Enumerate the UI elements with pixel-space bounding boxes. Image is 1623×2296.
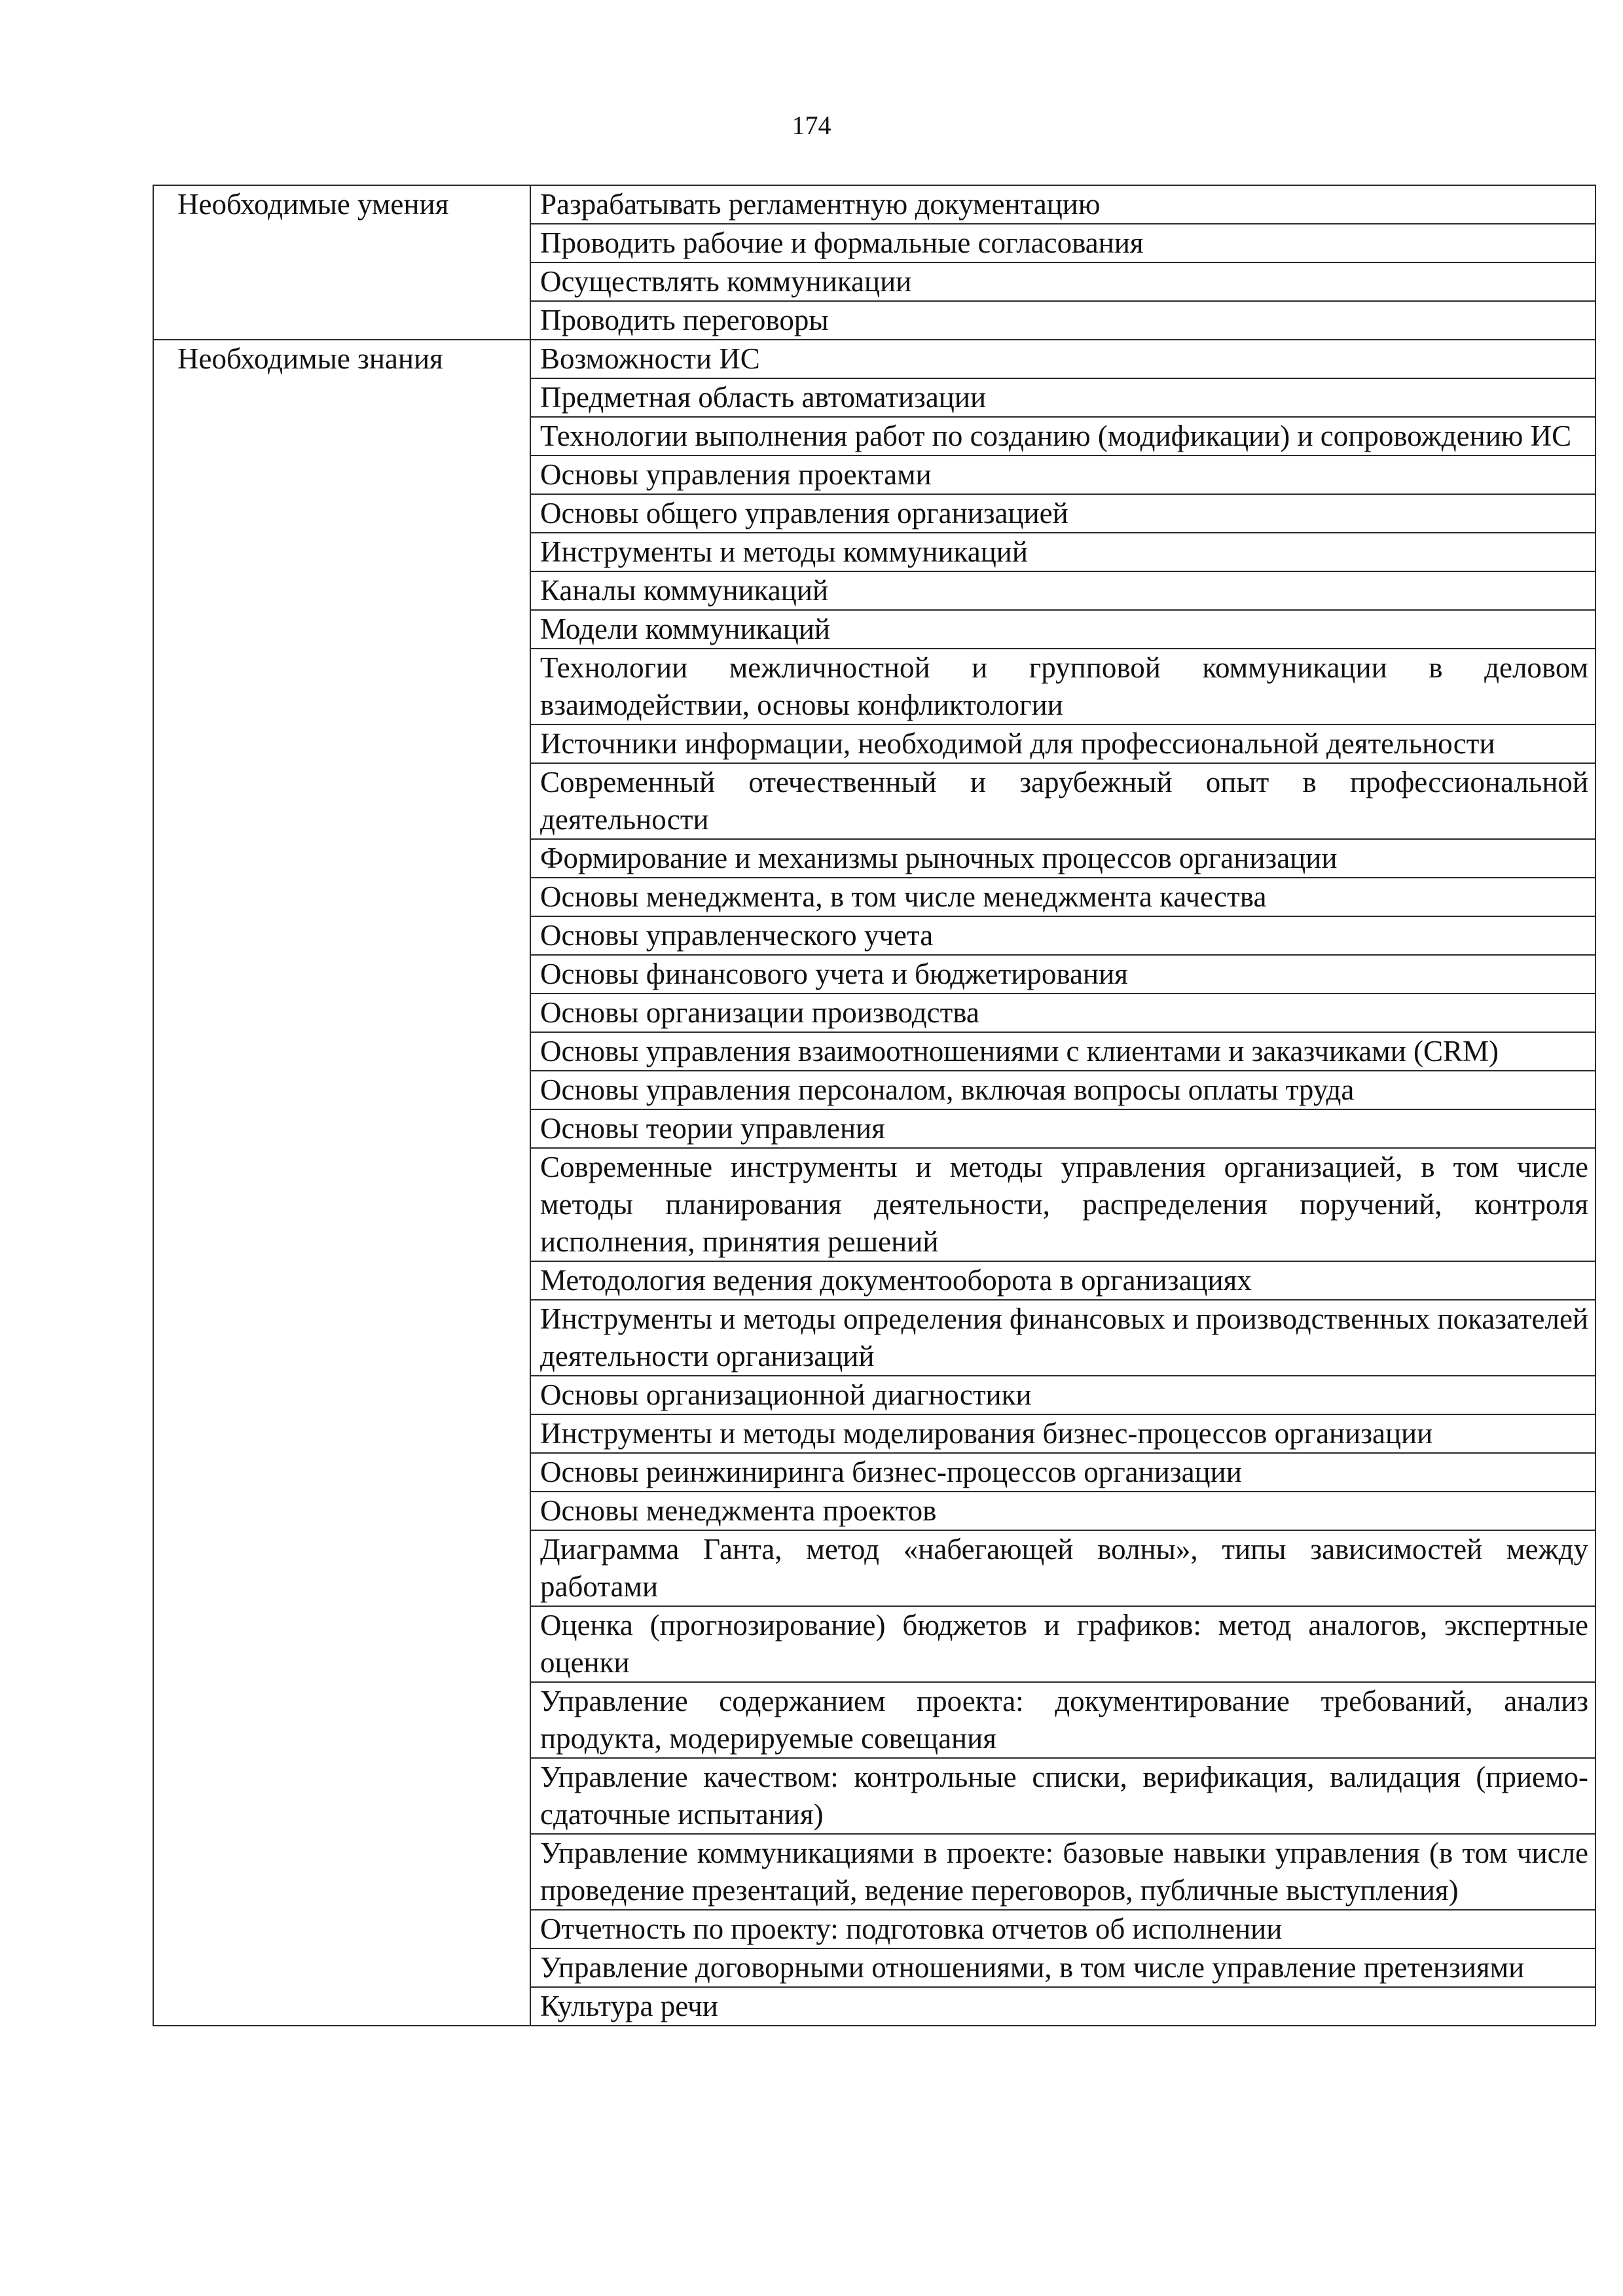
item-cell: Основы управленческого учета (530, 916, 1596, 955)
item-cell: Проводить переговоры (530, 301, 1596, 340)
item-cell: Технологии межличностной и групповой коммуникации в деловом взаимодействии, основы конфликтологии (530, 649, 1596, 725)
item-cell: Предметная область автоматизации (530, 378, 1596, 417)
item-cell: Культура речи (530, 1987, 1596, 2026)
item-cell: Каналы коммуникаций (530, 571, 1596, 610)
item-cell: Основы управления проектами (530, 456, 1596, 494)
item-cell: Диаграмма Ганта, метод «набегающей волны», типы зависимостей между работами (530, 1530, 1596, 1606)
item-cell: Управление коммуникациями в проекте: базовые навыки управления (в том числе проведение презентаций, ведение переговоров, публичные выступления) (530, 1834, 1596, 1910)
item-cell: Отчетность по проекту: подготовка отчетов об исполнении (530, 1910, 1596, 1948)
item-cell: Современный отечественный и зарубежный опыт в профессиональной деятельности (530, 763, 1596, 839)
item-cell: Современные инструменты и методы управления организацией, в том числе методы планирования деятельности, распределения поручений, контроля исполнения, принятия решений (530, 1148, 1596, 1261)
item-cell: Инструменты и методы моделирования бизнес-процессов организации (530, 1414, 1596, 1453)
item-cell: Инструменты и методы определения финансовых и производственных показателей деятельности организаций (530, 1300, 1596, 1376)
item-cell: Осуществлять коммуникации (530, 262, 1596, 301)
item-cell: Управление договорными отношениями, в том числе управление претензиями (530, 1948, 1596, 1987)
item-cell: Основы менеджмента, в том числе менеджмента качества (530, 878, 1596, 916)
item-cell: Основы управления взаимоотношениями с клиентами и заказчиками (CRM) (530, 1032, 1596, 1071)
item-cell: Разрабатывать регламентную документацию (530, 185, 1596, 224)
page-number: 174 (792, 111, 831, 140)
item-cell: Методология ведения документооборота в организациях (530, 1261, 1596, 1300)
item-cell: Основы теории управления (530, 1109, 1596, 1148)
item-cell: Модели коммуникаций (530, 610, 1596, 649)
group-label-cell: Необходимые умения (153, 185, 530, 340)
table-row (153, 340, 1596, 378)
competency-table-body (153, 185, 1596, 2026)
item-cell: Основы общего управления организацией (530, 494, 1596, 533)
item-cell: Проводить рабочие и формальные согласования (530, 224, 1596, 262)
item-cell: Основы управления персоналом, включая вопросы оплаты труда (530, 1071, 1596, 1109)
item-cell: Управление содержанием проекта: документирование требований, анализ продукта, модерируемые совещания (530, 1682, 1596, 1758)
competency-table (153, 185, 1596, 2026)
item-cell: Основы организации производства (530, 994, 1596, 1032)
item-cell: Формирование и механизмы рыночных процессов организации (530, 839, 1596, 878)
table-row (153, 185, 1596, 224)
group-label-cell: Необходимые знания (153, 340, 530, 2026)
item-cell: Технологии выполнения работ по созданию (модификации) и сопровождению ИС (530, 417, 1596, 456)
item-cell: Управление качеством: контрольные списки, верификация, валидация (приемо-сдаточные испытания) (530, 1758, 1596, 1834)
item-cell: Основы финансового учета и бюджетирования (530, 955, 1596, 994)
item-cell: Основы менеджмента проектов (530, 1492, 1596, 1530)
item-cell: Инструменты и методы коммуникаций (530, 533, 1596, 571)
item-cell: Возможности ИС (530, 340, 1596, 378)
item-cell: Источники информации, необходимой для профессиональной деятельности (530, 725, 1596, 763)
item-cell: Основы реинжиниринга бизнес-процессов организации (530, 1453, 1596, 1492)
item-cell: Оценка (прогнозирование) бюджетов и графиков: метод аналогов, экспертные оценки (530, 1606, 1596, 1682)
item-cell: Основы организационной диагностики (530, 1376, 1596, 1414)
